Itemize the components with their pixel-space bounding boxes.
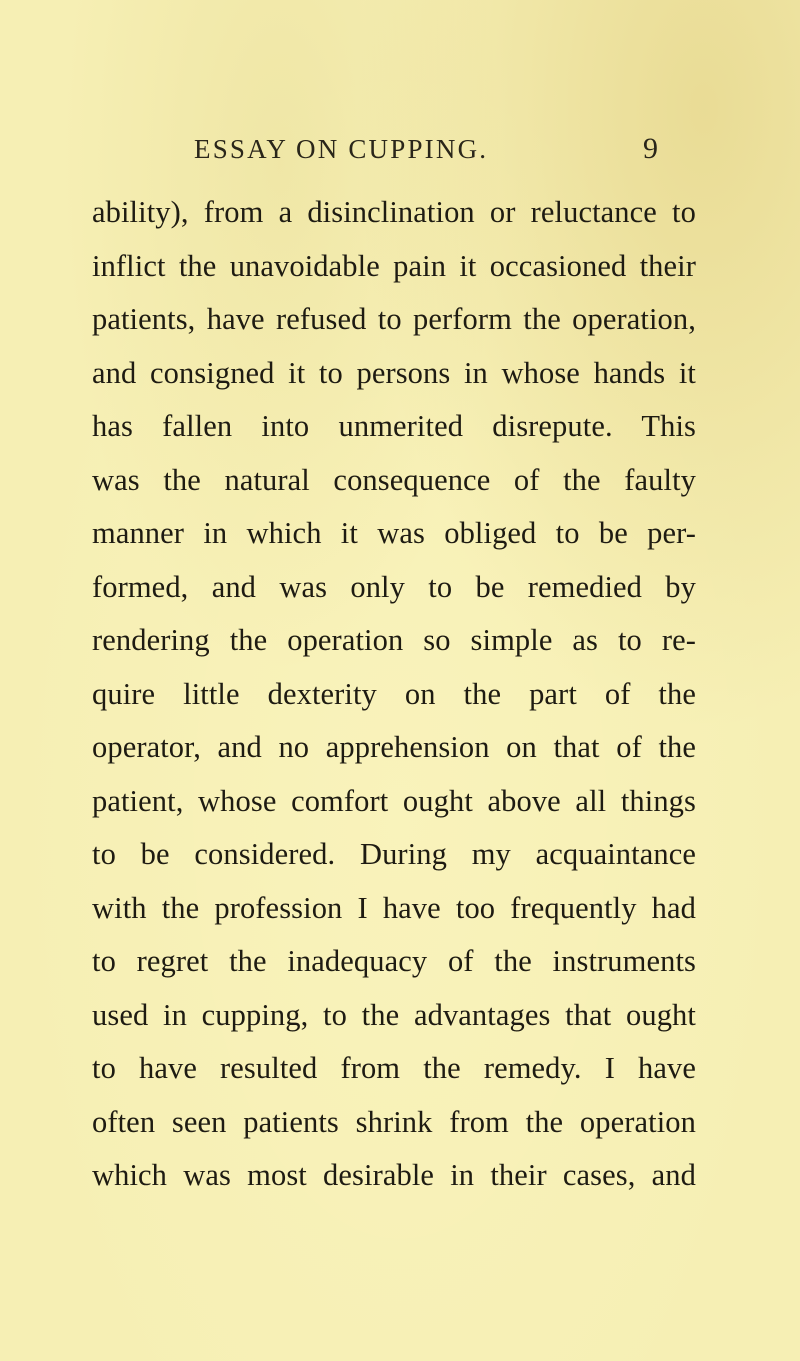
text-line: and consigned it to persons in whose hands it: [92, 355, 696, 390]
text-line: rendering the operation so simple as to re-: [92, 623, 696, 657]
text-line: patients, have refused to perform the operation,: [92, 302, 696, 336]
text-line: to have resulted from the remedy. I have: [92, 1051, 696, 1085]
text-line: inflict the unavoidable pain it occasioned their: [92, 248, 696, 283]
text-line: was the natural consequence of the faulty: [92, 462, 696, 497]
text-line: manner in which it was obliged to be per-: [92, 516, 696, 550]
running-title: ESSAY ON CUPPING.: [194, 134, 489, 164]
text-line: patient, whose comfort ought above all things: [92, 783, 696, 818]
text-line: formed, and was only to be remedied by: [92, 569, 696, 604]
text-line: operator, and no apprehension on that of the: [92, 730, 696, 764]
running-head: [194, 134, 658, 174]
text-line: to be considered. During my acquaintance: [92, 837, 696, 871]
text-line: which was most desirable in their cases, and: [92, 1158, 696, 1192]
text-line: quire little dexterity on the part of the: [92, 676, 696, 711]
text-line: used in cupping, to the advantages that ought: [92, 997, 696, 1032]
page-number: 9: [643, 132, 658, 165]
text-line: with the profession I have too frequently had: [92, 890, 696, 925]
body-text: [92, 186, 696, 1203]
text-line: often seen patients shrink from the operation: [92, 1104, 696, 1139]
text-line: ability), from a disinclination or reluctance to: [92, 195, 696, 229]
text-line: to regret the inadequacy of the instruments: [92, 944, 696, 978]
text-line: has fallen into unmerited disrepute. This: [92, 409, 696, 443]
